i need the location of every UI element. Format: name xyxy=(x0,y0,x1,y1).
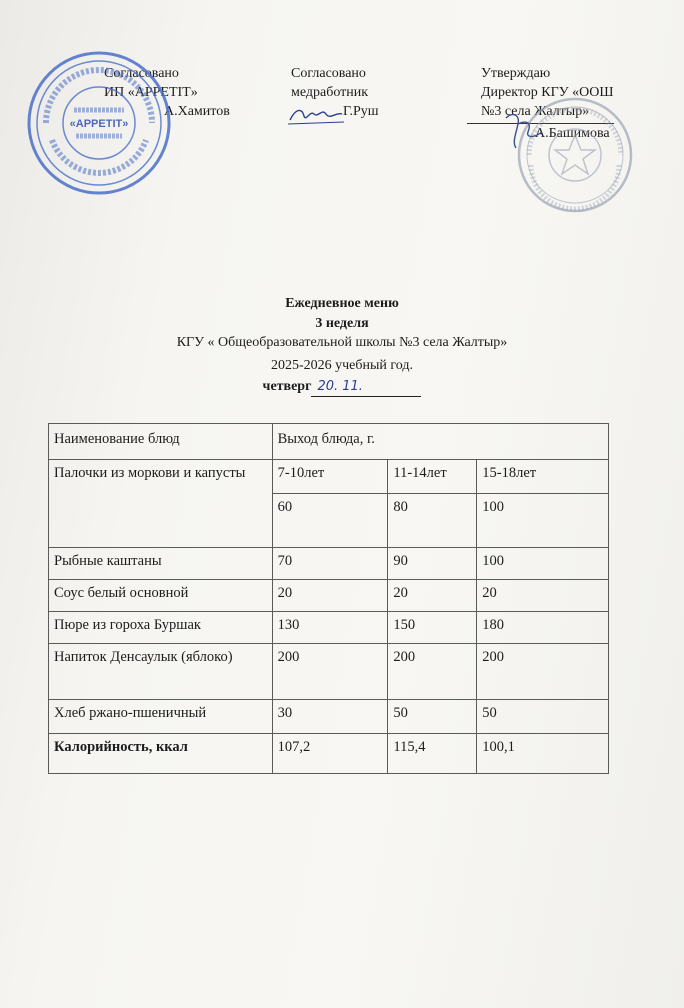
approval-name: А.Башимова xyxy=(467,123,614,143)
table-header-row xyxy=(49,424,609,460)
handwritten-date: 20. 11. xyxy=(311,377,421,397)
portion-value: 180 xyxy=(477,612,609,644)
table-row xyxy=(49,700,609,734)
approval-title: Согласовано xyxy=(291,66,366,81)
approval-role: медработник xyxy=(291,85,369,100)
header-dish-name: Наименование блюд xyxy=(49,424,273,460)
signature-director xyxy=(498,108,558,158)
portion-value: 150 xyxy=(388,612,477,644)
approval-org: №3 села Жалтыр» xyxy=(481,104,590,119)
approval-title: Согласовано xyxy=(104,66,179,81)
calorie-value: 115,4 xyxy=(388,734,477,774)
table-row xyxy=(49,612,609,644)
school-name: КГУ « Общеобразовательной школы №3 села Жалтыр» xyxy=(176,335,508,350)
day-name: четверг xyxy=(262,379,312,394)
header-portion: Выход блюда, г. xyxy=(272,424,608,460)
calorie-value: 100,1 xyxy=(477,734,609,774)
dish-name: Палочки из моркови и капусты xyxy=(49,460,273,548)
day-line xyxy=(0,377,684,397)
week-label: 3 неделя xyxy=(315,316,369,331)
age-group: 15-18лет xyxy=(477,460,609,494)
portion-value: 200 xyxy=(388,644,477,700)
table-row xyxy=(49,548,609,580)
portion-value: 50 xyxy=(388,700,477,734)
table-row xyxy=(49,580,609,612)
dish-name: Пюре из гороха Буршак xyxy=(49,612,273,644)
portion-value: 50 xyxy=(477,700,609,734)
approval-name: А.Хамитов xyxy=(164,104,230,119)
menu-table xyxy=(48,423,609,774)
portion-value: 20 xyxy=(388,580,477,612)
dish-name: Напиток Денсаулык (яблоко) xyxy=(49,644,273,700)
portion-value: 80 xyxy=(388,494,477,548)
dish-name: Соус белый основной xyxy=(49,580,273,612)
total-label: Калорийность, ккал xyxy=(49,734,273,774)
approval-org: ИП «APPETIT» xyxy=(104,85,198,100)
portion-value: 100 xyxy=(477,494,609,548)
dish-name: Рыбные каштаны xyxy=(49,548,273,580)
portion-value: 30 xyxy=(272,700,388,734)
portion-value: 200 xyxy=(272,644,388,700)
portion-value: 90 xyxy=(388,548,477,580)
approval-title: Утверждаю xyxy=(481,66,551,81)
age-group: 11-14лет xyxy=(388,460,477,494)
age-group: 7-10лет xyxy=(272,460,388,494)
table-row xyxy=(49,460,609,494)
portion-value: 70 xyxy=(272,548,388,580)
table-total-row xyxy=(49,734,609,774)
approval-name: Г.Руш xyxy=(343,104,379,119)
dish-name: Хлеб ржано-пшеничный xyxy=(49,700,273,734)
signature-medworker xyxy=(286,102,346,130)
portion-value: 200 xyxy=(477,644,609,700)
portion-value: 60 xyxy=(272,494,388,548)
table-row xyxy=(49,644,609,700)
stamp-center-text: «APPETIT» xyxy=(69,118,129,130)
portion-value: 100 xyxy=(477,548,609,580)
portion-value: 20 xyxy=(477,580,609,612)
school-year: 2025-2026 учебный год. xyxy=(270,358,414,373)
portion-value: 130 xyxy=(272,612,388,644)
calorie-value: 107,2 xyxy=(272,734,388,774)
document-title: Ежедневное меню xyxy=(285,296,399,311)
approval-role: Директор КГУ «ООШ xyxy=(481,85,614,100)
seal-stamp-left xyxy=(24,48,174,198)
portion-value: 20 xyxy=(272,580,388,612)
